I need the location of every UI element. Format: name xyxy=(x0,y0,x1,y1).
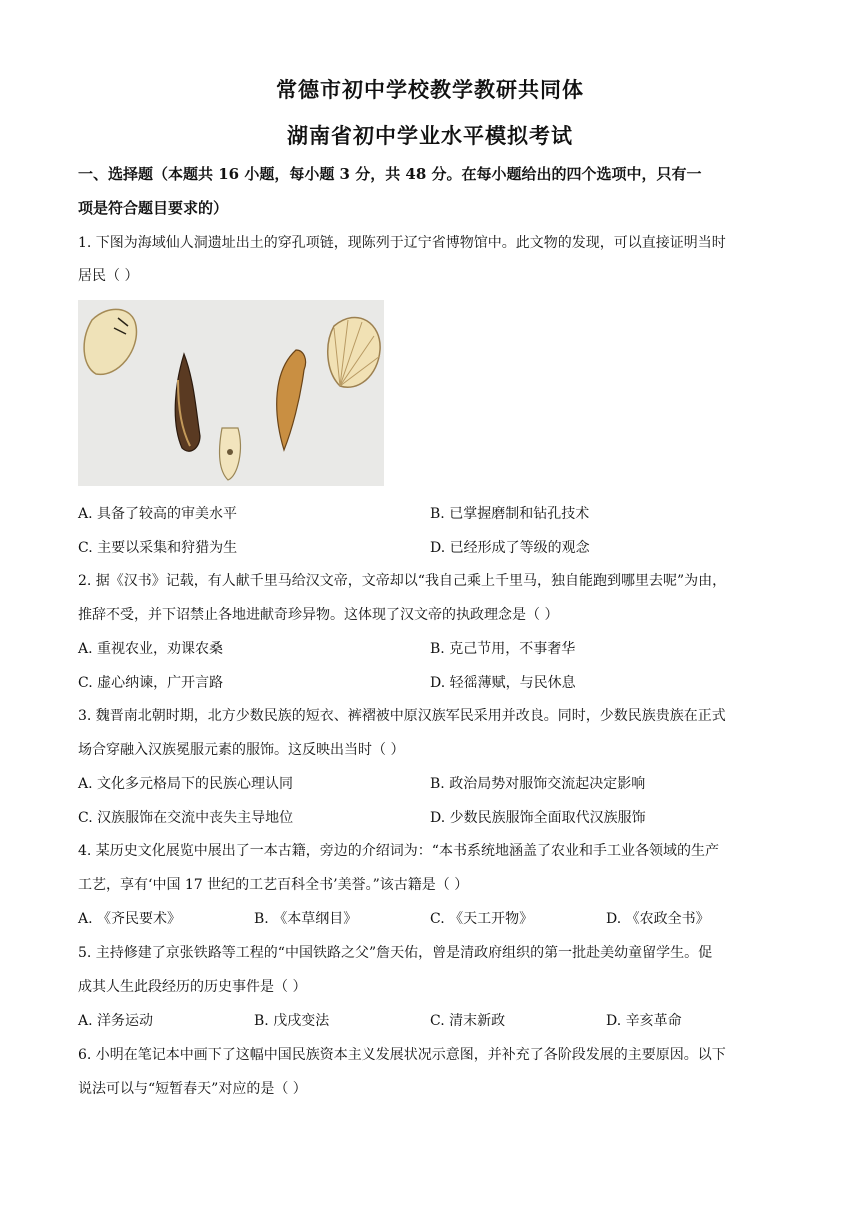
q2-option-d[interactable]: D. 轻徭薄赋，与民休息 xyxy=(430,675,576,691)
q5-stem-line-1: 5. 主持修建了京张铁路等工程的“中国铁路之父”詹天佑，曾是清政府组织的第一批赴美幼童留学生。促 xyxy=(78,945,713,961)
q1-stem-line-2: 居民（ ） xyxy=(78,268,139,284)
q5-option-b[interactable]: B. 戊戌变法 xyxy=(254,1013,330,1029)
q3-stem-line-2: 场合穿融入汉族冕服元素的服饰。这反映出当时（ ） xyxy=(78,742,405,758)
q5-option-d[interactable]: D. 辛亥革命 xyxy=(606,1013,682,1029)
q2-stem-line-2: 推辞不受，并下诏禁止各地进献奇珍异物。这体现了汉文帝的执政理念是（ ） xyxy=(78,607,559,623)
q5-option-c[interactable]: C. 清末新政 xyxy=(430,1013,506,1029)
page-title-2: 湖南省初中学业水平模拟考试 xyxy=(287,124,573,148)
q5-stem-line-2: 成其人生此段经历的历史事件是（ ） xyxy=(78,979,307,995)
section-heading-line-2: 项是符合题目要求的） xyxy=(78,199,229,217)
q6-stem-line-1: 6. 小明在笔记本中画下了这幅中国民族资本主义发展状况示意图，并补充了各阶段发展的主要原因。以下 xyxy=(78,1047,726,1063)
q5-option-a[interactable]: A. 洋务运动 xyxy=(78,1013,154,1029)
artifact-photo xyxy=(78,300,384,486)
q4-option-b[interactable]: B. 《本草纲目》 xyxy=(254,911,358,927)
q3-option-a[interactable]: A. 文化多元格局下的民族心理认同 xyxy=(78,776,294,792)
q4-stem-line-1: 4. 某历史文化展览中展出了一本古籍，旁边的介绍词为：“本书系统地涵盖了农业和手工业各领域的生产 xyxy=(78,843,719,859)
q4-stem-line-2: 工艺，享有‘中国 17 世纪的工艺百科全书’美誉。”该古籍是（ ） xyxy=(78,877,469,893)
q6-stem-line-2: 说法可以与“短暂春天”对应的是（ ） xyxy=(78,1081,307,1097)
q4-option-c[interactable]: C. 《天工开物》 xyxy=(430,911,534,927)
q2-option-c[interactable]: C. 虚心纳谏，广开言路 xyxy=(78,675,224,691)
q3-option-c[interactable]: C. 汉族服饰在交流中丧失主导地位 xyxy=(78,810,294,826)
page-title-1: 常德市初中学校教学教研共同体 xyxy=(276,78,584,102)
necklace-artifacts-image xyxy=(78,300,384,486)
section-heading xyxy=(78,157,790,225)
q1-option-a[interactable]: A. 具备了较高的审美水平 xyxy=(78,506,238,522)
q2-stem-line-1: 2. 据《汉书》记载，有人献千里马给汉文帝，文帝却以“我自己乘上千里马，独自能跑到哪里去呢”为由， xyxy=(78,573,727,589)
q3-option-b[interactable]: B. 政治局势对服饰交流起决定影响 xyxy=(430,776,646,792)
q4-option-a[interactable]: A. 《齐民要术》 xyxy=(78,911,182,927)
q1-stem-line-1: 1. 下图为海域仙人洞遗址出土的穿孔项链，现陈列于辽宁省博物馆中。此文物的发现，可以直接证明当时 xyxy=(78,235,726,251)
q1-option-b[interactable]: B. 已掌握磨制和钻孔技术 xyxy=(430,506,590,522)
q1-option-c[interactable]: C. 主要以采集和狩猎为生 xyxy=(78,540,238,556)
q4-option-d[interactable]: D. 《农政全书》 xyxy=(606,911,710,927)
section-heading-line-1: 一、选择题（本题共 16 小题，每小题 3 分，共 48 分。在每小题给出的四个选项中，只有一 xyxy=(78,165,702,183)
q2-option-b[interactable]: B. 克己节用，不事奢华 xyxy=(430,641,576,657)
q3-stem-line-1: 3. 魏晋南北朝时期，北方少数民族的短衣、裤褶被中原汉族军民采用并改良。同时，少数民族贵族在正式 xyxy=(78,708,726,724)
q2-option-a[interactable]: A. 重视农业，劝课农桑 xyxy=(78,641,224,657)
q3-option-d[interactable]: D. 少数民族服饰全面取代汉族服饰 xyxy=(430,810,646,826)
q1-option-d[interactable]: D. 已经形成了等级的观念 xyxy=(430,540,590,556)
